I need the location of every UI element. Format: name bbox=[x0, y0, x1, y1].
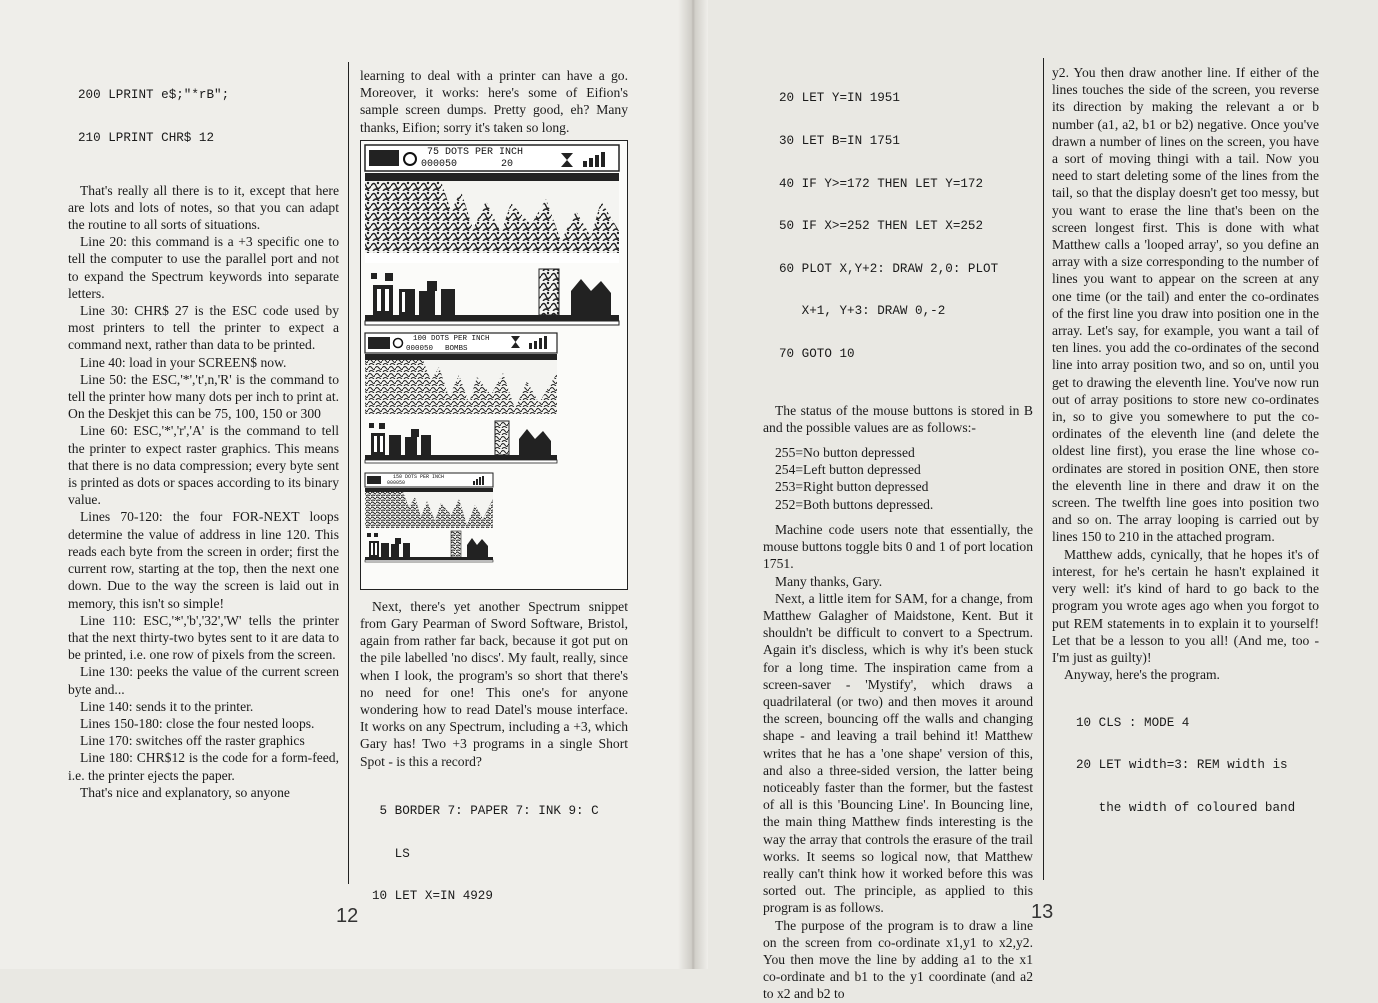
code-line: 200 LPRINT e$;"*rB"; bbox=[78, 88, 230, 103]
screen-dump-illustration bbox=[361, 141, 627, 587]
code-line: 70 GOTO 10 bbox=[779, 347, 855, 362]
paragraph: That's really all there is to it, except that here are lots and lots of notes, so that you can adapt the routine to all sorts of situations. bbox=[68, 182, 339, 233]
code-line: X+1, Y+3: DRAW 0,-2 bbox=[779, 304, 946, 319]
paragraph: Line 110: ESC,'*','b','32','W' tells the printer that the next thirty-two bytes sent to it are data to be printed, i.e. one row of pixels from the screen. bbox=[68, 612, 339, 663]
list-item: 255=No button depressed bbox=[775, 445, 915, 461]
page-number: 13 bbox=[1031, 901, 1054, 923]
right-page bbox=[693, 0, 1378, 1002]
paragraph: Lines 150-180: close the four nested loops. bbox=[80, 715, 315, 731]
left-page bbox=[0, 0, 693, 969]
code-line: LS bbox=[372, 846, 410, 861]
left-column-1 bbox=[68, 60, 339, 801]
paragraph: Many thanks, Gary. bbox=[775, 573, 883, 589]
paragraph: Matthew adds, cynically, that he hopes it's of interest, for he's certain he hasn't explained it very well: it's kind of hard to go back to the program you wrote ages ago when you forgot to put REM statements in to explain it to yourself! Let that be a lesson to you all! (And me, too - I'm just as guilty)! bbox=[1052, 546, 1319, 665]
right-column-2 bbox=[1052, 64, 1319, 844]
svg-text:000050: 000050 bbox=[387, 479, 406, 486]
screen-dump-75dpi bbox=[365, 145, 619, 325]
screen-dump-150dpi bbox=[365, 473, 493, 562]
code-line: 5 BORDER 7: PAPER 7: INK 9: C bbox=[372, 804, 599, 819]
code-block bbox=[78, 60, 339, 174]
svg-text:000050: 000050 bbox=[406, 344, 434, 353]
button-value-list bbox=[775, 444, 1033, 513]
paragraph: Line 30: CHR$ 27 is the ESC code used by most printers to tell the printer to expect a command next, rather than data to be printed. bbox=[68, 303, 339, 353]
paragraph: Next, there's yet another Spectrum snippet from Gary Pearman of Sword Software, Bristol, again from rather far back, because it got put on the pile labelled 'no discs'. My fault, really, since when I look, the program's so short that there's no need for one! This one's for anyone wondering how to read Datel's mouse interface. It works on any Spectrum, including a +3, which Gary has! Two +3 programs in a single Short Spot - is this a record? bbox=[360, 598, 628, 769]
column-rule bbox=[348, 62, 349, 884]
paragraph: The purpose of the program is to draw a line on the screen from co-ordinate x1,y1 to x2,y2. You then move the line by adding a1 to the x1 co-ordinate and b1 to the y1 coordinate (and a2 to x2 and b2 to bbox=[763, 917, 1033, 1002]
paragraph: The status of the mouse buttons is stored in B and the possible values are as follows:- bbox=[763, 402, 1033, 435]
dump-label: 75 DOTS PER INCH bbox=[427, 146, 524, 158]
paragraph: Machine code users note that essentially, the mouse buttons toggle bits 0 and 1 of port location 1751. bbox=[763, 521, 1033, 572]
code-line: 60 PLOT X,Y+2: DRAW 2,0: PLOT bbox=[779, 261, 999, 276]
paragraph: Line 40: load in your SCREEN$ now. bbox=[80, 354, 287, 370]
paragraph: Line 170: switches off the raster graphics bbox=[80, 733, 305, 749]
paragraph: Next, a little item for SAM, for a change, from Matthew Galagher of Maidstone, Kent. But it shouldn't be difficult to convert to a Spectrum. Again it's discless, which is why it's been stuck for a long time. The inspiration came from a screen-saver - 'Mystify', which draws a quadrilateral (or two) and then moves it around the screen, bouncing off the walls and changing shape - and leaving a trail behind it! Matthew writes that he has a 'one shape' version of this, and also a three-sided version, the latter being noticeably faster than the former, but the fastest of all is this 'Bouncing Line'. In Bouncing line, the main thing Matthew finds interesting is the way the array that controls the erasure of the trail works. It seems so logical now, that Matthew really can't think how it worked before this was sorted out. The principle, as applied to this program is as follows. bbox=[763, 590, 1033, 916]
paragraph: That's nice and explanatory, so anyone bbox=[80, 784, 290, 800]
paragraph: Line 60: ESC,'*','r','A' is the command to tell the printer to expect raster graphics. This means that there is no data compression; every byte sent is printed as dots or spaces according to its binary value. bbox=[68, 423, 339, 508]
code-line: 20 LET width=3: REM width is bbox=[1076, 758, 1288, 773]
column-rule bbox=[1043, 58, 1044, 880]
paragraph: Line 130: peeks the value of the current screen byte and... bbox=[68, 664, 339, 697]
code-line: 10 LET X=IN 4929 bbox=[372, 889, 493, 904]
paragraph: Line 20: this command is a +3 specific one to tell the computer to use the parallel port and not to expand the Spectrum keywords into separate letters. bbox=[68, 234, 339, 301]
screen-dump-figure bbox=[360, 140, 628, 590]
code-line: 210 LPRINT CHR$ 12 bbox=[78, 131, 215, 146]
code-block bbox=[1076, 687, 1319, 843]
code-line: 20 LET Y=IN 1951 bbox=[779, 91, 900, 106]
paragraph: learning to deal with a printer can have a go. Moreover, it works: here's some of Eifion's sample screen dumps. Pretty good, eh? Many thanks, Eifion; sorry it's taken so long. bbox=[360, 68, 628, 135]
code-line: 50 IF X>=252 THEN LET X=252 bbox=[779, 219, 984, 234]
paragraph: y2. You then draw another line. If either of the lines touches the side of the screen, you reverse its direction by making the relevant a or b number (a1, a2, b1 or b2) negative. Once you've drawn a number of lines on the screen, you have a sort of moving thingi with a tail. Now you need to start deleting some of the lines from the tail, so that the display doesn't get too messy, but you want to erase the line that's been on the screen longest first. This is done with what Matthew calls a 'looped array', so you define an array with a size corresponding to the number of lines you want to appear on the screen at any one time (or the tail) and enter the co-ordinates of the first line you draw into position one in the array. Let's say, for example, you want a tail of ten lines. you add the co-ordinates of the second line into array position two, and so on, until you get to drawing the eleventh line. You've now run out of array positions to store new co-ordinates in, so to give you somewhere to put the co-ordinates of the eleventh line (and delete the oldest line first), you erase the line whose co-ordinates are stored in position ONE, then store the eleventh line in there and draw it on the screen. The twelfth line goes into position two and so on. The array looping is carried out by lines 150 to 210 in the attached program. bbox=[1052, 65, 1319, 545]
left-column-2 bbox=[360, 67, 628, 932]
hud-score: 000050 bbox=[421, 158, 458, 170]
page-number: 12 bbox=[336, 905, 359, 927]
code-block bbox=[372, 776, 628, 932]
paragraph: Lines 70-120: the four FOR-NEXT loops determine the value of address in line 120. This reads each byte from the screen in order; first the current row, starting at the top, then the next one down. Due to the way the screen is laid out in memory, this isn't so simple! bbox=[68, 509, 339, 611]
list-item: 253=Right button depressed bbox=[775, 479, 929, 495]
code-block bbox=[779, 63, 1033, 390]
paragraph: Anyway, here's the program. bbox=[1064, 667, 1220, 683]
paragraph: Line 50: the ESC,'*','t',n,'R' is the command to tell the printer how many dots per inch to print at. On the Deskjet this can be 75, 100, 150 or 300 bbox=[68, 371, 339, 422]
paragraph: Line 180: CHR$12 is the code for a form-feed, i.e. the printer ejects the paper. bbox=[68, 750, 339, 783]
dump-label: 100 DOTS PER INCH bbox=[413, 334, 490, 343]
code-line: 30 LET B=IN 1751 bbox=[779, 134, 900, 149]
right-column-1 bbox=[763, 63, 1033, 1003]
hud-counter: 20 bbox=[501, 158, 514, 170]
code-line: 40 IF Y>=172 THEN LET Y=172 bbox=[779, 176, 984, 191]
code-line: the width of coloured band bbox=[1076, 800, 1296, 815]
code-line: 10 CLS : MODE 4 bbox=[1076, 715, 1190, 730]
list-item: 252=Both buttons depressed. bbox=[775, 496, 934, 512]
paragraph: Line 140: sends it to the printer. bbox=[80, 698, 254, 714]
screen-dump-100dpi bbox=[365, 333, 557, 463]
svg-text:BOMBS: BOMBS bbox=[445, 344, 468, 353]
list-item: 254=Left button depressed bbox=[775, 462, 921, 478]
dump-label: 150 DOTS PER INCH bbox=[393, 473, 445, 480]
